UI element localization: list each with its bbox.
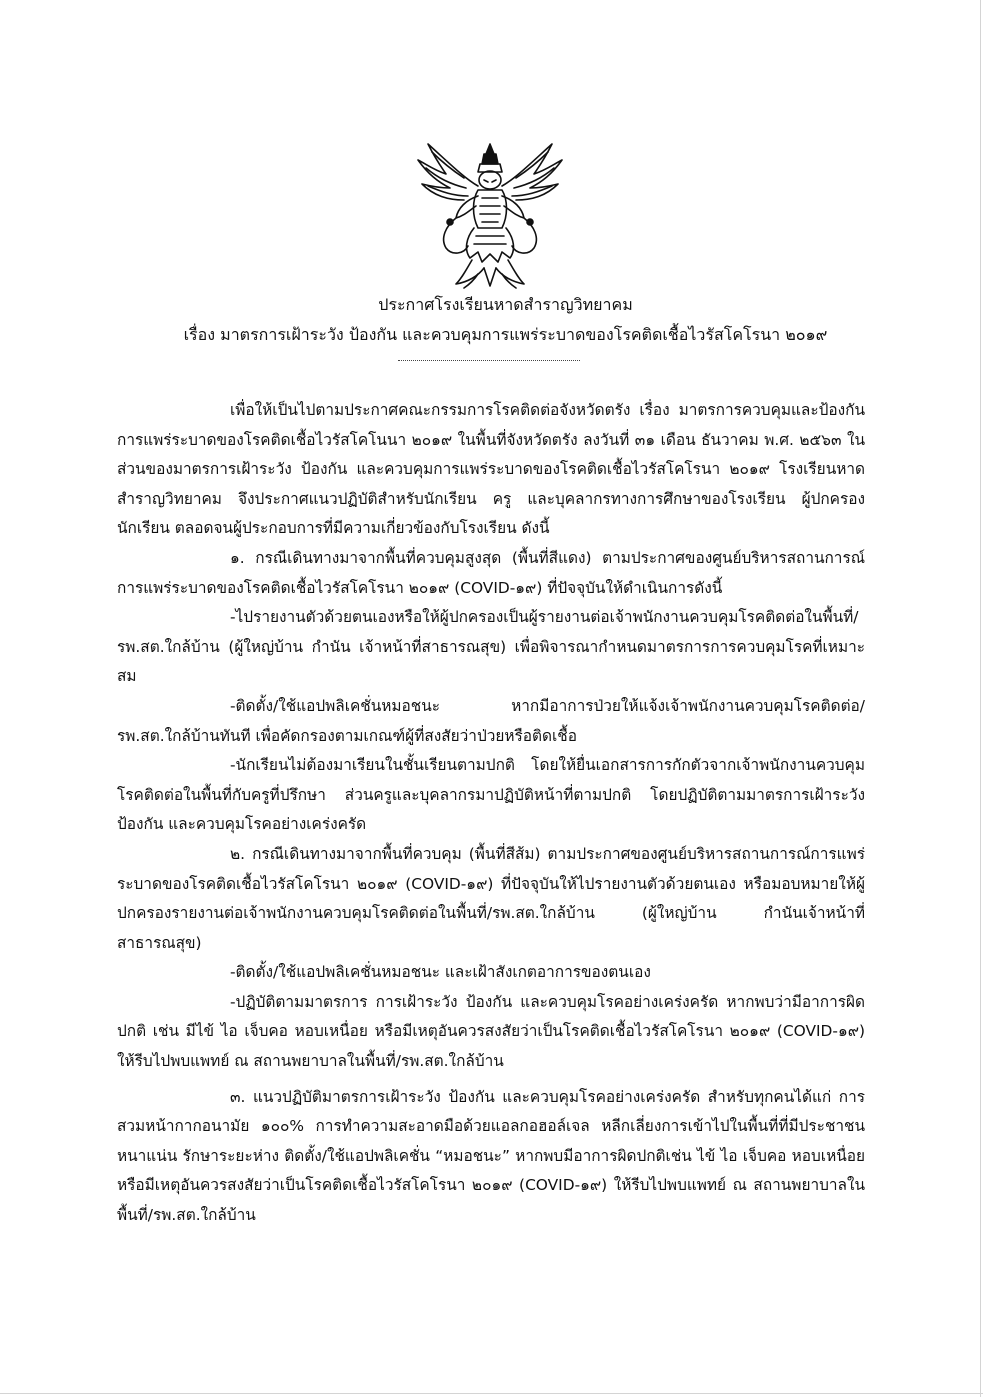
page-edge-bottom [0,1393,983,1394]
section-2-item-measures: -ปฏิบัติตามมาตรการ การเฝ้าระวัง ป้องกัน และควบคุมโรคอย่างเคร่งครัด หากพบว่ามีอาการผิดปกติ เช่น มีไข้ ไอ เจ็บคอ หอบเหนื่อย หรือมีเหตุอันควรสงสัยว่าเป็นโรคติดเชื้อไวรัสโคโรนา ๒๐๑๙ (COVID-๑๙) ให้รีบไปพบแพทย์ ณ สถานพยาบาลในพื้นที่/รพ.สต.ใกล้บ้าน [117,992,865,1071]
section-2-item-app: -ติดตั้ง/ใช้แอปพลิเคชั่นหมอชนะ และเฝ้าสังเกตอาการของตนเอง [230,963,651,982]
section-1-paragraph: ๑. กรณีเดินทางมาจากพื้นที่ควบคุมสูงสุด (พื้นที่สีแดง) ตามประกาศของศูนย์บริหารสถานการณ์ การแพร่ระบาดของโรคติดเชื้อไวรัสโคโรนา ๒๐๑๙ (COVID-๑๙) ที่ปัจจุบันให้ดำเนินการดังนี้ [117,548,865,597]
announcement-subject: เรื่อง มาตรการเฝ้าระวัง ป้องกัน และควบคุมการแพร่ระบาดของโรคติดเชื้อไวรัสโคโรนา ๒๐๑๙ [183,325,828,344]
section-1-item-app: -ติดตั้ง/ใช้แอปพลิเคชั่นหมอชนะ หากมีอาการป่วยให้แจ้งเจ้าพนักงานควบคุมโรคติดต่อ/รพ.สต.ใกล้บ้านทันที เพื่อคัดกรองตามเกณฑ์ผู้ที่สงสัยว่าป่วยหรือติดเชื้อ [117,696,865,745]
section-3-paragraph: ๓. แนวปฏิบัติมาตรการเฝ้าระวัง ป้องกัน และควบคุมโรคอย่างเคร่งครัด สำหรับทุกคนได้แก่ การสวมหน้ากากอนามัย ๑๐๐% การทำความสะอาดมือด้วยแอลกอฮอล์เจล หลีกเลี่ยงการเข้าไปในพื้นที่ที่มีประชาชนหนาแน่น รักษาระยะห่าง ติดตั้ง/ใช้แอปพลิเคชั่น “หมอชนะ” หากพบมีอาการผิดปกติเช่น ไข้ ไอ เจ็บคอ หอบเหนื่อย หรือมีเหตุอันควรสงสัยว่าเป็นโรคติดเชื้อไวรัสโคโรนา ๒๐๑๙ (COVID-๑๙) ให้รีบไปพบแพทย์ ณ สถานพยาบาลในพื้นที่/รพ.สต.ใกล้บ้าน [117,1087,865,1225]
page-edge-right [980,0,981,1397]
announcement-body [117,396,865,1231]
announcement-title: ประกาศโรงเรียนหาดสำราญวิทยาคม [378,295,633,314]
section-1-item-students: -นักเรียนไม่ต้องมาเรียนในชั้นเรียนตามปกติ โดยให้ยื่นเอกสารการกักตัวจากเจ้าพนักงานควบคุมโรคติดต่อในพื้นที่กับครูที่ปรึกษา ส่วนครูและบุคลากรมาปฏิบัติหน้าที่ตามปกติ โดยปฏิบัติตามมาตรการเฝ้าระวัง ป้องกัน และควบคุมโรคอย่างเคร่งครัด [117,756,865,834]
garuda-emblem-icon [412,138,568,290]
section-2-paragraph: ๒. กรณีเดินทางมาจากพื้นที่ควบคุม (พื้นที่สีส้ม) ตามประกาศของศูนย์บริหารสถานการณ์การแพร่ระบาดของโรคติดเชื้อไวรัสโคโรนา ๒๐๑๙ (COVID-๑๙) ที่ปัจจุบันให้ไปรายงานตัวด้วยตนเอง หรือมอบหมายให้ผู้ปกครองรายงานต่อเจ้าพนักงานควบคุมโรคติดต่อในพื้นที่/รพ.สต.ใกล้บ้าน (ผู้ใหญ่บ้าน กำนันเจ้าหน้าที่สาธารณสุข) [117,844,865,952]
intro-paragraph: เพื่อให้เป็นไปตามประกาศคณะกรรมการโรคติดต่อจังหวัดตรัง เรื่อง มาตรการควบคุมและป้องกันการแพร่ระบาดของโรคติดเชื้อไวรัสโคโนนา ๒๐๑๙ ในพื้นที่จังหวัดตรัง ลงวันที่ ๓๑ เดือน ธันวาคม พ.ศ. ๒๕๖๓ ในส่วนของมาตรการเฝ้าระวัง ป้องกัน และควบคุมการแพร่ระบาดของโรคติดเชื้อไวรัสโคโรนา ๒๐๑๙ โรงเรียนหาดสำราญวิทยาคม จึงประกาศแนวปฏิบัติสำหรับนักเรียน ครู และบุคลากรทางการศึกษาของโรงเรียน ผู้ปกครองนักเรียน ตลอดจนผู้ประกอบการที่มีความเกี่ยวข้องกับโรงเรียน ดังนี้ [117,401,865,538]
section-1-item-report: -ไปรายงานตัวด้วยตนเองหรือให้ผู้ปกครองเป็นผู้รายงานต่อเจ้าพนักงานควบคุมโรคติดต่อในพื้นที่/รพ.สต.ใกล้บ้าน (ผู้ใหญ่บ้าน กำนัน เจ้าหน้าที่สาธารณสุข) เพื่อพิจารณากำหนดมาตรการการควบคุมโรคที่เหมาะสม [117,608,865,686]
dotted-divider [398,354,580,361]
